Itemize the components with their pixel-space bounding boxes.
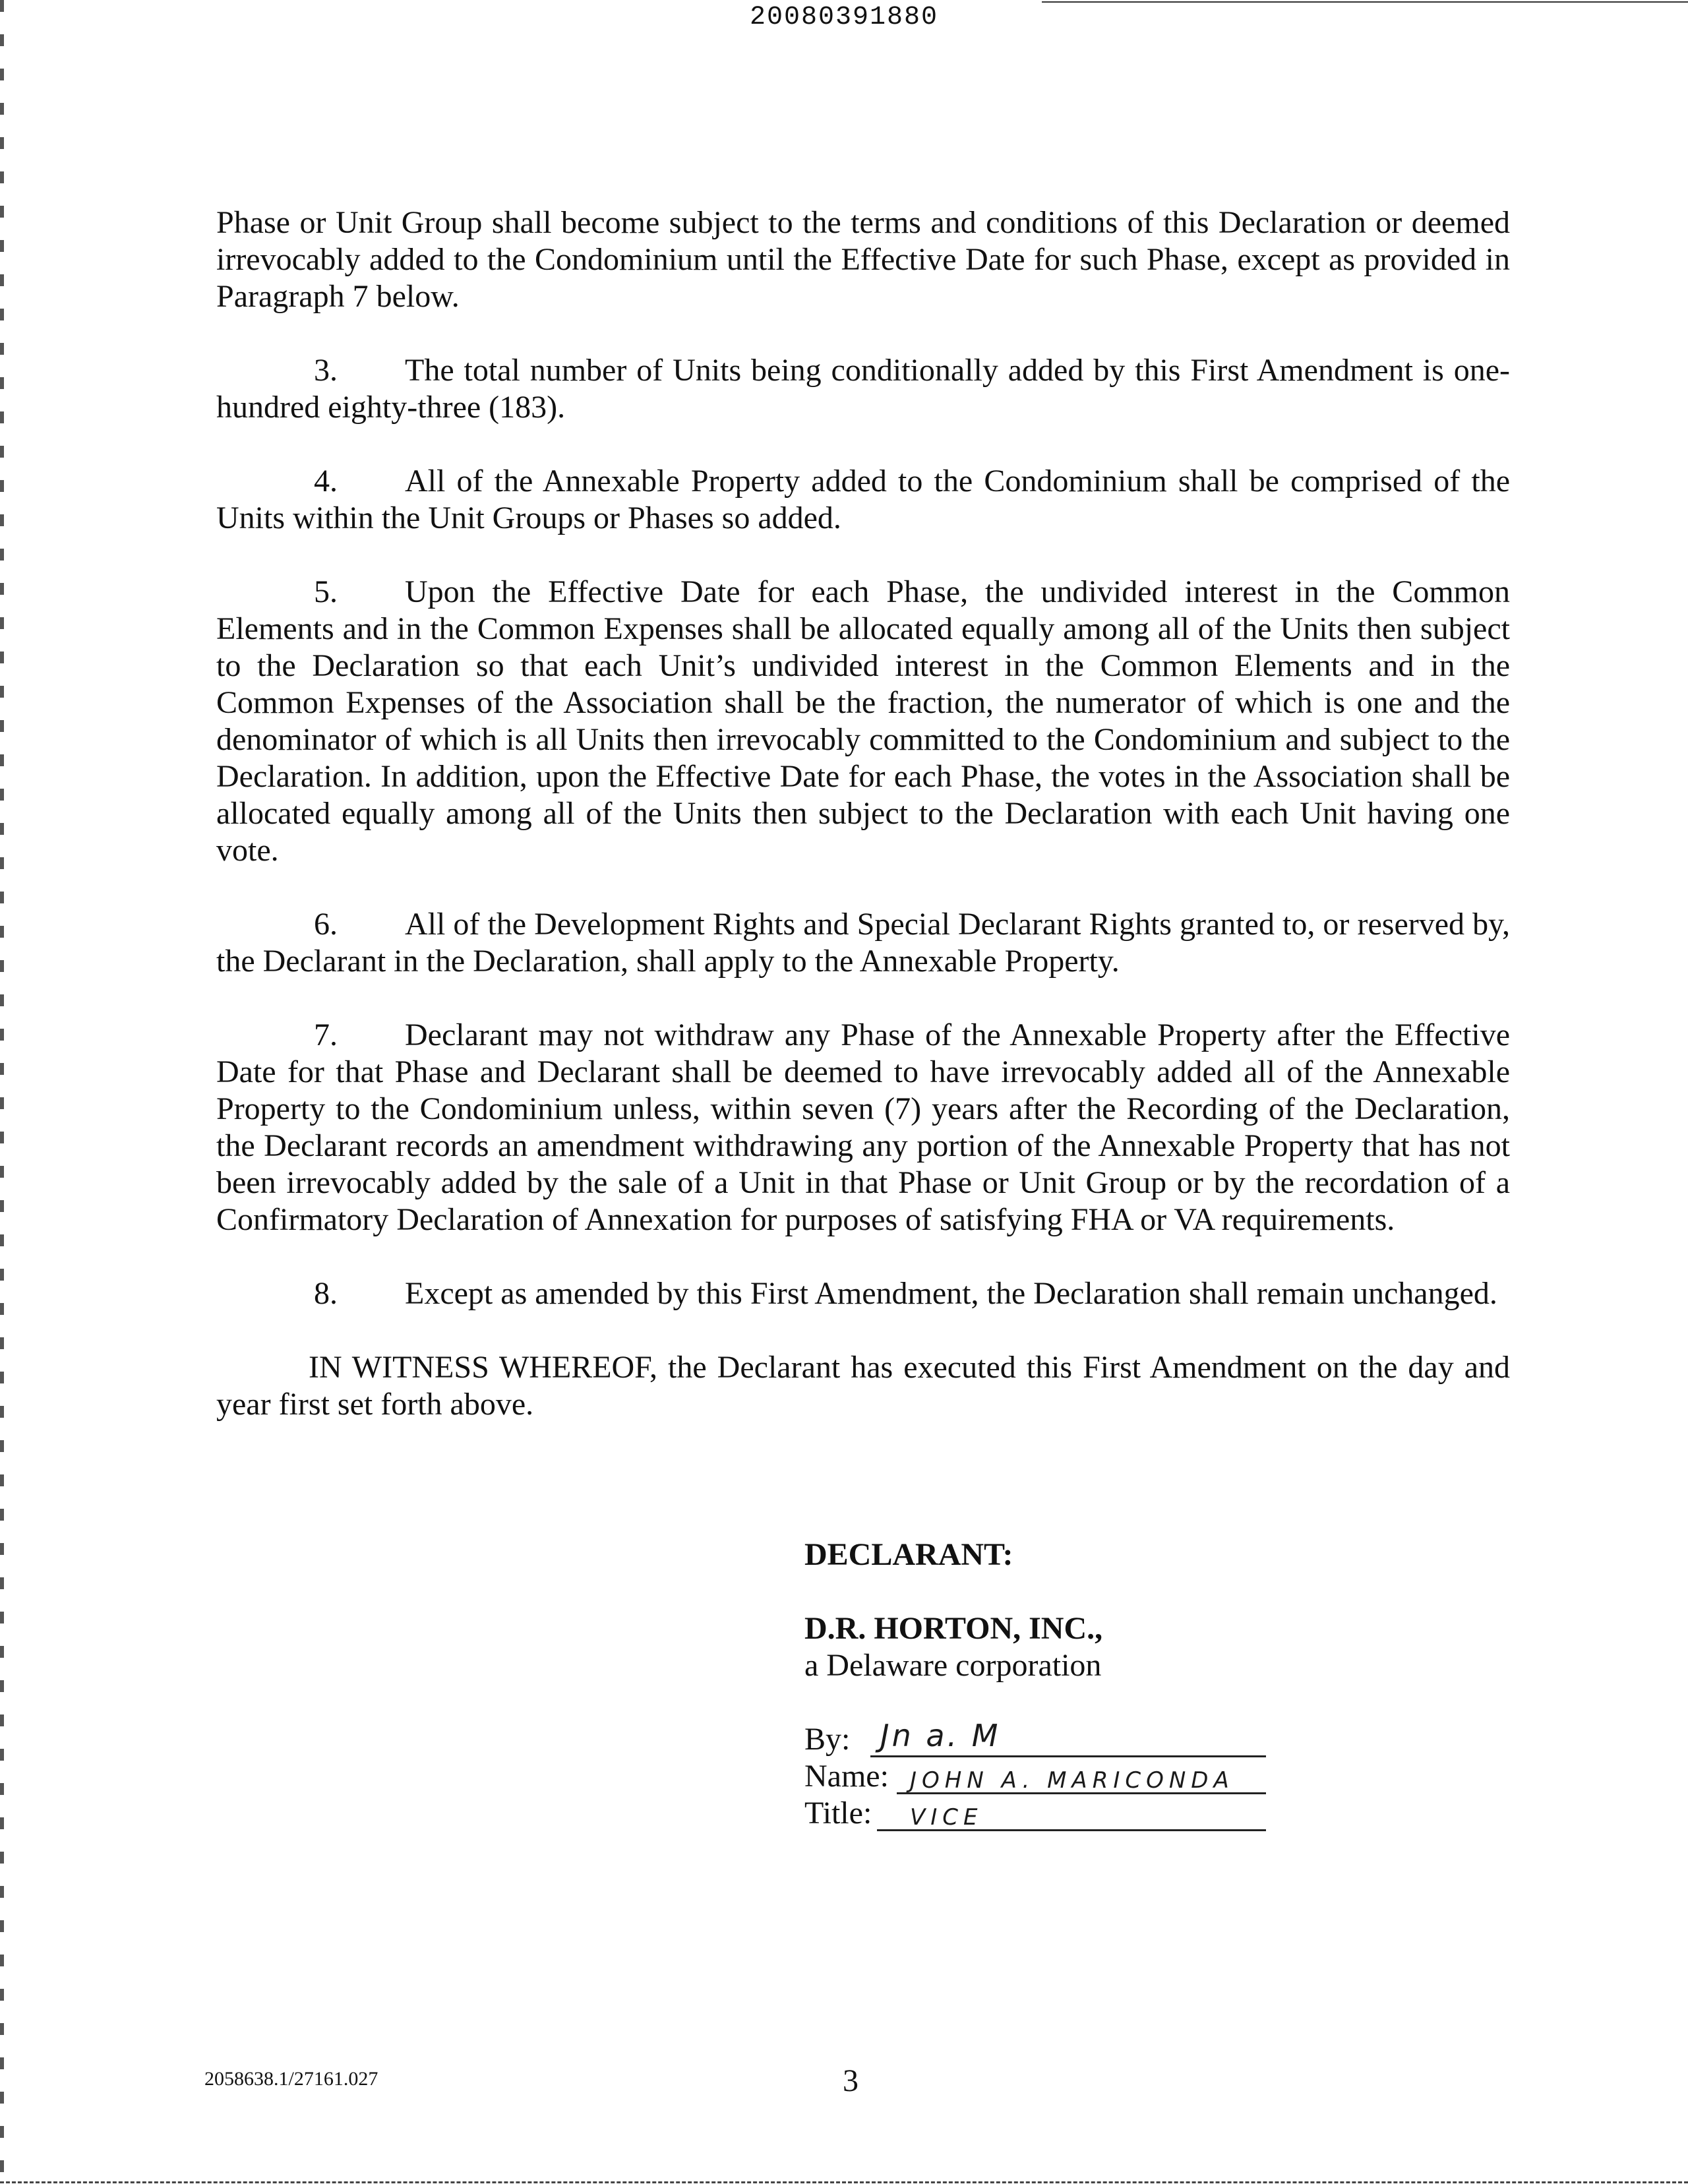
declarant-heading: DECLARANT: xyxy=(804,1537,1013,1572)
paragraph-number: 4. xyxy=(314,464,338,499)
witness-clause: IN WITNESS WHEREOF, the Declarant has executed this First Amendment on the day and year first set forth above. xyxy=(216,1350,1510,1422)
name-row xyxy=(804,1758,1234,1795)
paragraph-3 xyxy=(216,352,1510,426)
paragraph-5 xyxy=(216,574,1510,869)
document-body xyxy=(216,204,1510,1460)
document-number: 20080391880 xyxy=(749,3,939,32)
footer-document-id: 2058638.1/27161.027 xyxy=(204,2068,378,2090)
by-signature-line xyxy=(870,1755,1266,1757)
scan-bottom-rule xyxy=(0,2181,1688,2183)
title-label: Title: xyxy=(804,1796,872,1831)
signature-block xyxy=(804,1536,1234,1832)
paragraph-text: Upon the Effective Date for each Phase, the undivided interest in the Common Elements and in the Common Expenses shall be allocated equally among all of the Units then subject to the Declaration so that each Unit’s undivided interest in the Common Elements and in the Common Expenses of the Association shall be the fraction, the numerator of which is one and the denominator of which is all Units then irrevocably committed to the Condominium and subject to the Declaration. In addition, upon the Effective Date for each Phase, the votes in the Association shall be allocated equally among all of the Units then subject to the Declaration with each Unit having one vote. xyxy=(216,574,1510,868)
paragraph-8 xyxy=(216,1275,1510,1312)
paragraph-text: Except as amended by this First Amendment, the Declaration shall remain unchanged. xyxy=(405,1276,1497,1311)
by-row xyxy=(804,1718,1102,1758)
paragraph-text: All of the Development Rights and Special Declarant Rights granted to, or reserved by, the Declarant in the Declaration, shall apply to the Annexable Property. xyxy=(216,907,1510,979)
paragraph-number: 3. xyxy=(314,353,338,388)
paragraph-number: 5. xyxy=(314,574,338,609)
paragraph-number: 6. xyxy=(314,907,338,942)
name-label: Name: xyxy=(804,1759,889,1794)
paragraph-number: 8. xyxy=(314,1276,338,1311)
page-number: 3 xyxy=(843,2063,859,2098)
handwritten-signature: Jn a. M xyxy=(880,1718,1001,1753)
paragraph-6 xyxy=(216,906,1510,980)
paragraph-continuation xyxy=(216,204,1510,315)
title-row xyxy=(804,1795,1102,1832)
paragraph-7 xyxy=(216,1017,1510,1238)
scan-edge-marks xyxy=(0,0,4,2184)
paragraph-text: Declarant may not withdraw any Phase of the Annexable Property after the Effective Date for that Phase and Declarant shall be deemed to have irrevocably added all of the Annexable Property to the Condominium unless, within seven (7) years after the Recording of the Declaration, the Declarant records an amendment withdrawing any portion of the Annexable Property that has not been irrevocably added by the sale of a Unit in that Phase or Unit Group or by the recordation of a Confirmatory Declaration of Annexation for purposes of satisfying FHA or VA requirements. xyxy=(216,1017,1510,1237)
handwritten-title: VICE xyxy=(910,1804,983,1831)
by-label: By: xyxy=(804,1722,851,1757)
paragraph-text: The total number of Units being conditionally added by this First Amendment is one-hundred eighty-three (183). xyxy=(216,353,1510,425)
handwritten-name: JOHN A. MARICONDA xyxy=(910,1767,1234,1794)
paragraph-text: Phase or Unit Group shall become subject to the terms and conditions of this Declaration or deemed irrevocably added to the Condominium until the Effective Date for such Phase, except as provided in Paragraph 7 below. xyxy=(216,205,1510,314)
paragraph-number: 7. xyxy=(314,1017,338,1052)
paragraph-4 xyxy=(216,463,1510,537)
company-name: D.R. HORTON, INC., xyxy=(804,1611,1103,1646)
paragraph-text: All of the Annexable Property added to the Condominium shall be comprised of the Units within the Unit Groups or Phases so added. xyxy=(216,464,1510,535)
company-description: a Delaware corporation xyxy=(804,1648,1102,1683)
